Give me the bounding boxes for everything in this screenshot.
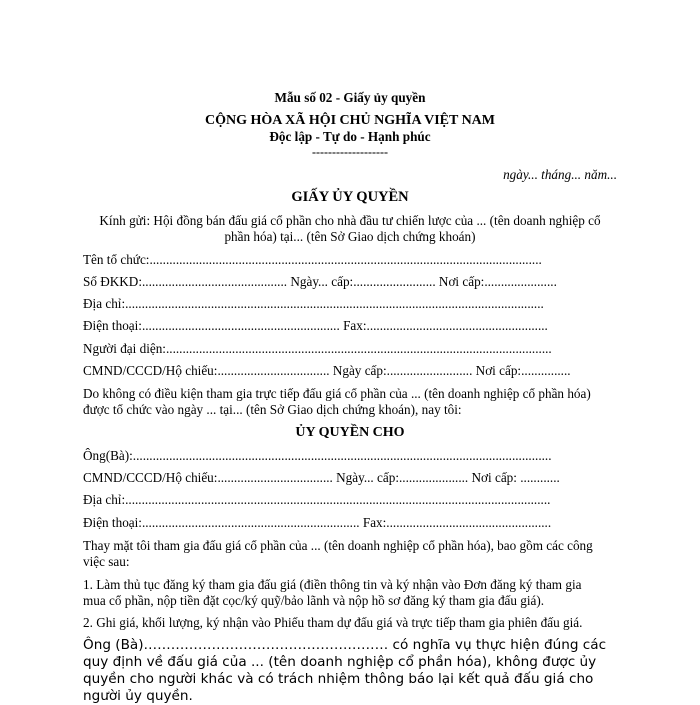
org-name-field: Tên tổ chức:....................................................................................................................... (83, 252, 542, 267)
scope-item-1-line-2: mua cổ phần, nộp tiền đặt cọc/ký quỹ/bảo lãnh và nộp hồ sơ đăng ký tham gia đấu giá). (83, 593, 545, 608)
obligation-line-3: quyền cho người khác và có trách nhiệm thông báo lại kết quả đấu giá cho (83, 671, 594, 687)
obligation-line-2: quy định về đấu giá của ... (tên doanh nghiệp cổ phần hóa), không được ủy (83, 654, 597, 670)
scope-intro-2: việc sau: (83, 554, 130, 569)
recipient-line-1: Kính gửi: Hội đồng bán đấu giá cổ phần cho nhà đầu tư chiến lược của ... (tên doanh nghiệp cổ (99, 213, 601, 228)
grantee-name-field: Ông(Bà):............................................................................................................................... (83, 448, 552, 463)
scope-item-2: 2. Ghi giá, khối lượng, ký nhận vào Phiếu tham dự đấu giá và trực tiếp tham gia phiên đấu giá. (83, 615, 583, 630)
section-title: ỦY QUYỀN CHO (295, 425, 405, 440)
document-title: GIẤY ỦY QUYỀN (291, 189, 409, 205)
grantor-id-field: CMND/CCCD/Hộ chiếu:.................................. Ngày cấp:.......................... Nơi cấp:............... (83, 363, 571, 378)
grantee-phone-field: Điện thoại:.................................................................. Fax:.................................................. (83, 515, 552, 530)
motto: Độc lập - Tự do - Hạnh phúc (269, 129, 431, 144)
grantee-id-field: CMND/CCCD/Hộ chiếu:................................... Ngày... cấp:..................... Nơi cấp: ............ (83, 470, 560, 485)
date-line: ngày... tháng... năm... (503, 167, 617, 182)
form-number: Mẫu số 02 - Giấy ủy quyền (274, 90, 426, 105)
separator-line: ------------------- (312, 145, 388, 159)
grantee-address-field: Địa chỉ:................................................................................................................................. (83, 492, 551, 507)
scope-intro-1: Thay mặt tôi tham gia đấu giá cổ phần của ... (tên doanh nghiệp cổ phần hóa), bao gồm các công (83, 538, 593, 553)
recipient-line-2: phần hóa) tại... (tên Sở Giao dịch chứng khoán) (224, 229, 476, 244)
bkkd-field: Số ĐKKD:............................................ Ngày... cấp:......................... Nơi cấp:...................... (83, 274, 557, 289)
nation-title: CỘNG HÒA XÃ HỘI CHỦ NGHĨA VIỆT NAM (204, 113, 495, 128)
obligation-line-4: người ủy quyền. (83, 688, 193, 704)
obligation-line-1: Ông (Bà)……………………………………………… có nghĩa vụ thực hiện đúng các (83, 637, 607, 653)
reason-line-2: được tổ chức vào ngày ... tại... (tên Sở Giao dịch chứng khoán), nay tôi: (83, 402, 462, 417)
representative-field: Người đại diện:..................................................................................................................... (83, 341, 552, 356)
reason-line-1: Do không có điều kiện tham gia trực tiếp đấu giá cổ phần của ... (tên doanh nghiệp cổ phần hóa) (83, 386, 591, 401)
scope-item-1-line-1: 1. Làm thủ tục đăng ký tham gia đấu giá (điền thông tin và ký nhận vào Đơn đăng ký tham gia (83, 577, 582, 592)
grantor-address-field: Địa chỉ:............................................................................................................................... (83, 296, 544, 311)
grantor-phone-field: Điện thoại:............................................................ Fax:....................................................... (83, 318, 548, 333)
